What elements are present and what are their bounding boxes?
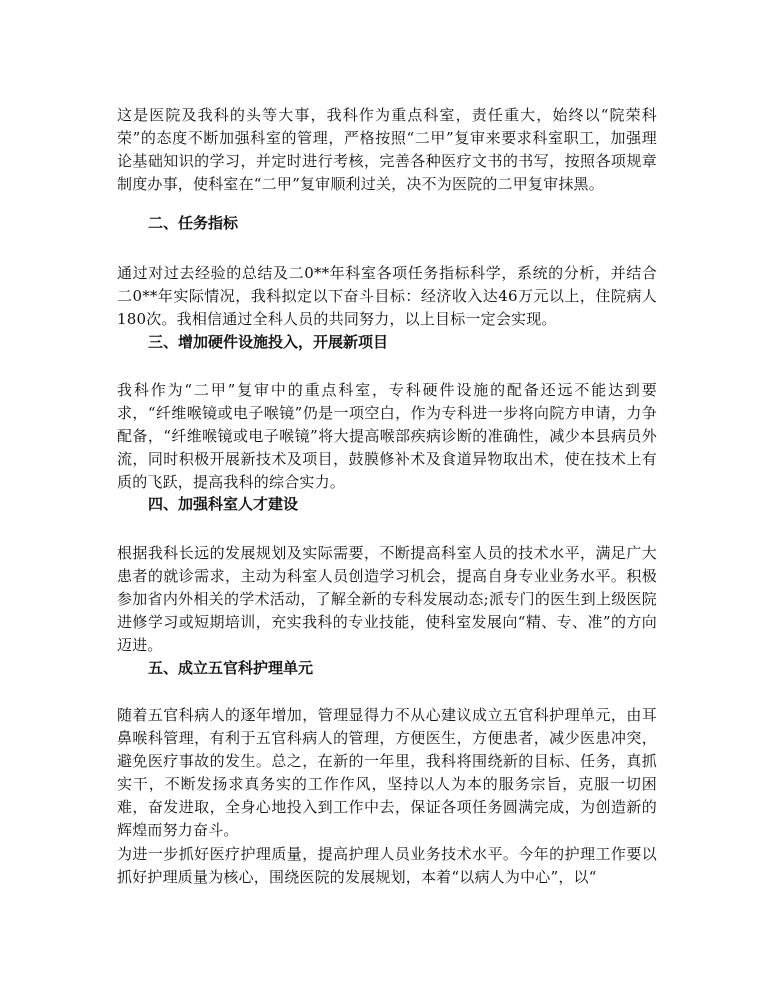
paragraph-intro-conclusion: 这是医院及我科的头等大事，我科作为重点科室，责任重大，始终以“院荣科荣”的态度不断加强科室的管理，严格按照“二甲”复审来要求科室职工，加强理论基础知识的学习，并定时进行考核，完善各种医疗文书的书写，按照各项规章制度办事，使科室在“二甲”复审顺利过关，决不为医院的二甲复审抹黑。 (117, 106, 657, 193)
paragraph-task-targets: 通过对过去经验的总结及二0**年科室各项任务指标科学，系统的分析，并结合二0**年实际情况，我科拟定以下奋斗目标：经济收入达46万元以上，住院病人180次。我相信通过全科人员的共同努力，以上目标一定会实现。 (117, 264, 657, 328)
section-heading-4: 四、加强科室人才建设 (148, 495, 299, 513)
paragraph-talent-building: 根据我科长远的发展规划及实际需要，不断提高科室人员的技术水平，满足广大患者的就诊需求，主动为科室人员创造学习机会，提高自身专业业务水平。积极参加省内外相关的学术活动，了解全新的专科发展动态;派专门的医生到上级医院进修学习或短期培训，充实我科的专业技能，使科室发展向“精、专、准”的方向迈进。 (117, 544, 657, 654)
section-heading-5: 五、成立五官科护理单元 (148, 659, 314, 677)
section-heading-3: 三、增加硬件设施投入，开展新项目 (148, 333, 389, 351)
paragraph-hardware-investment: 我科作为“二甲”复审中的重点科室，专科硬件设施的配备还远不能达到要求，“纤维喉镜或电子喉镜”仍是一项空白，作为专科进一步将向院方申请，力争配备，“纤维喉镜或电子喉镜”将大提高喉部疾病诊断的准确性，减少本县病员外流，同时积极开展新技术及项目，鼓膜修补术及食道异物取出术，使在技术上有质的飞跃，提高我科的综合实力。 (117, 381, 657, 491)
paragraph-nursing-unit: 随着五官科病人的逐年增加，管理显得力不从心建议成立五官科护理单元，由耳鼻喉科管理，有利于五官科病人的管理，方便医生，方便患者，减少医患冲突，避免医疗事故的发生。总之，在新的一年里，我科将围绕新的目标、任务，真抓实干，不断发扬求真务实的工作作风，坚持以人为本的服务宗旨，克服一切困难，奋发进取，全身心地投入到工作中去，保证各项任务圆满完成，为创造新的辉煌而努力奋斗。 (117, 706, 657, 839)
paragraph-nursing-quality: 为进一步抓好医疗护理质量，提高护理人员业务技术水平。今年的护理工作要以抓好护理质量为核心，围绕医院的发展规划，本着“以病人为中心”，以“ (117, 845, 657, 886)
section-heading-2: 二、任务指标 (148, 214, 239, 232)
